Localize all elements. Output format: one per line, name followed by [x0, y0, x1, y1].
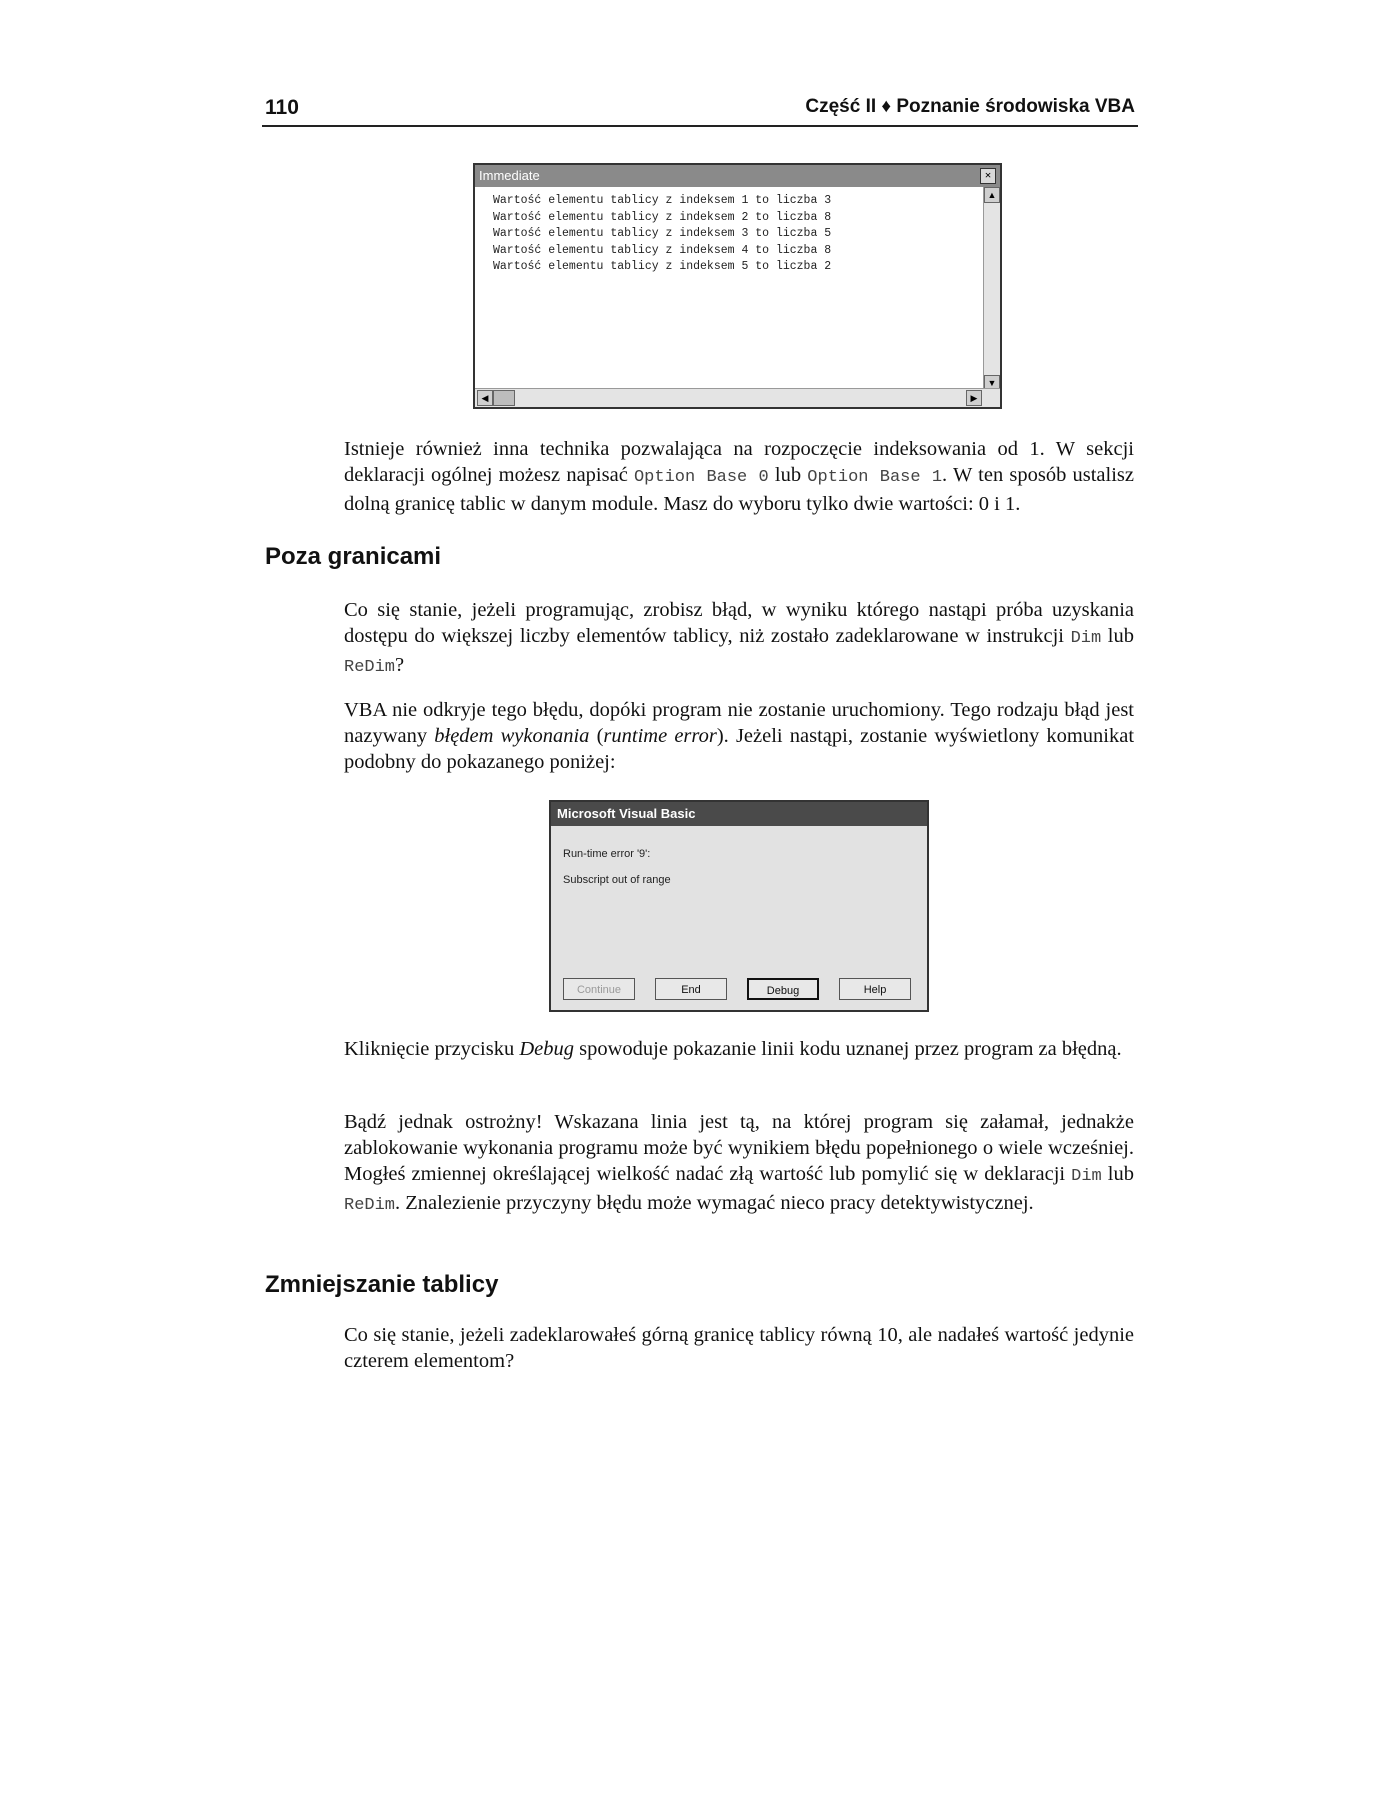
output-line: Wartość elementu tablicy z indeksem 5 to liczba 2: [493, 260, 832, 273]
scroll-right-icon[interactable]: ▶: [966, 390, 982, 406]
error-message-text: Subscript out of range: [563, 874, 671, 886]
scroll-left-icon[interactable]: ◀: [477, 390, 493, 406]
help-button[interactable]: Help: [839, 978, 911, 1000]
scroll-down-icon[interactable]: ▼: [984, 375, 1000, 391]
paragraph-option-base: Istnieje również inna technika pozwalająca na rozpoczęcie indeksowania od 1. W sekcji deklaracji ogólnej możesz napisać Option Base 0 lub Option Base 1. W ten sposób ustalisz dolną granicę tablic w danym module. Masz do wyboru tylko dwie wartości: 0 i 1.: [344, 438, 1135, 515]
horizontal-scrollbar[interactable]: [475, 388, 1000, 407]
paragraph-debug: Kliknięcie przycisku Debug spowoduje pokazanie linii kodu uznanej przez program za błędną.: [344, 1038, 1122, 1060]
immediate-window: [473, 163, 1002, 409]
output-line: Wartość elementu tablicy z indeksem 2 to liczba 8: [493, 210, 832, 224]
close-icon[interactable]: ×: [980, 168, 996, 184]
running-head: Część II ♦ Poznanie środowiska VBA: [805, 96, 1135, 117]
paragraph-runtime-error: VBA nie odkryje tego błędu, dopóki program nie zostanie uruchomiony. Tego rodzaju błąd jest nazywany błędem wykonania (runtime error). Jeżeli nastąpi, zostanie wyświetlony komunikat podobny do pokazanego poniżej:: [344, 699, 1135, 773]
end-button[interactable]: End: [655, 978, 727, 1000]
dialog-title: Microsoft Visual Basic: [551, 802, 927, 826]
paragraph-out-of-bounds: Co się stanie, jeżeli programując, zrobisz błąd, w wyniku którego nastąpi próba uzyskania dostępu do większej liczby elementów tablicy, niż zostało zadeklarowane w instrukcji Dim lub ReDim?: [344, 599, 1134, 677]
paragraph-caution: Bądź jednak ostrożny! Wskazana linia jest tą, na której program się załamał, jednakże zablokowanie wykonania programu może być wynikiem błędu popełnionego o wiele wcześniej. Mogłeś zmiennej określającej wielkość nadać złą wartość lub pomylić się w deklaracji Dim lub ReDim. Znalezienie przyczyny błędu może wymagać nieco pracy detektywistycznej.: [344, 1111, 1134, 1215]
header-rule: [262, 125, 1138, 127]
section-heading: Poza granicami: [265, 543, 442, 570]
section-heading: Zmniejszanie tablicy: [265, 1271, 499, 1298]
output-line: Wartość elementu tablicy z indeksem 3 to liczba 5: [493, 227, 832, 240]
output-line: Wartość elementu tablicy z indeksem 1 to liczba 3: [493, 194, 832, 207]
continue-button[interactable]: Continue: [563, 978, 635, 1000]
page-number: 110: [265, 96, 299, 119]
output-line: Wartość elementu tablicy z indeksem 4 to liczba 8: [493, 243, 832, 257]
error-code-text: Run-time error '9':: [563, 848, 651, 860]
scroll-thumb[interactable]: [493, 390, 515, 406]
immediate-window-title: Immediate: [475, 165, 1000, 187]
debug-button[interactable]: Debug: [747, 978, 819, 1000]
paragraph-shrink-array: Co się stanie, jeżeli zadeklarowałeś górną granicę tablicy równą 10, ale nadałeś wartość jedynie czterem elementom?: [344, 1324, 1134, 1372]
error-dialog: [549, 800, 929, 1012]
vertical-scrollbar[interactable]: [983, 187, 1000, 391]
scroll-up-icon[interactable]: ▲: [984, 187, 1000, 203]
immediate-output: [493, 193, 963, 276]
